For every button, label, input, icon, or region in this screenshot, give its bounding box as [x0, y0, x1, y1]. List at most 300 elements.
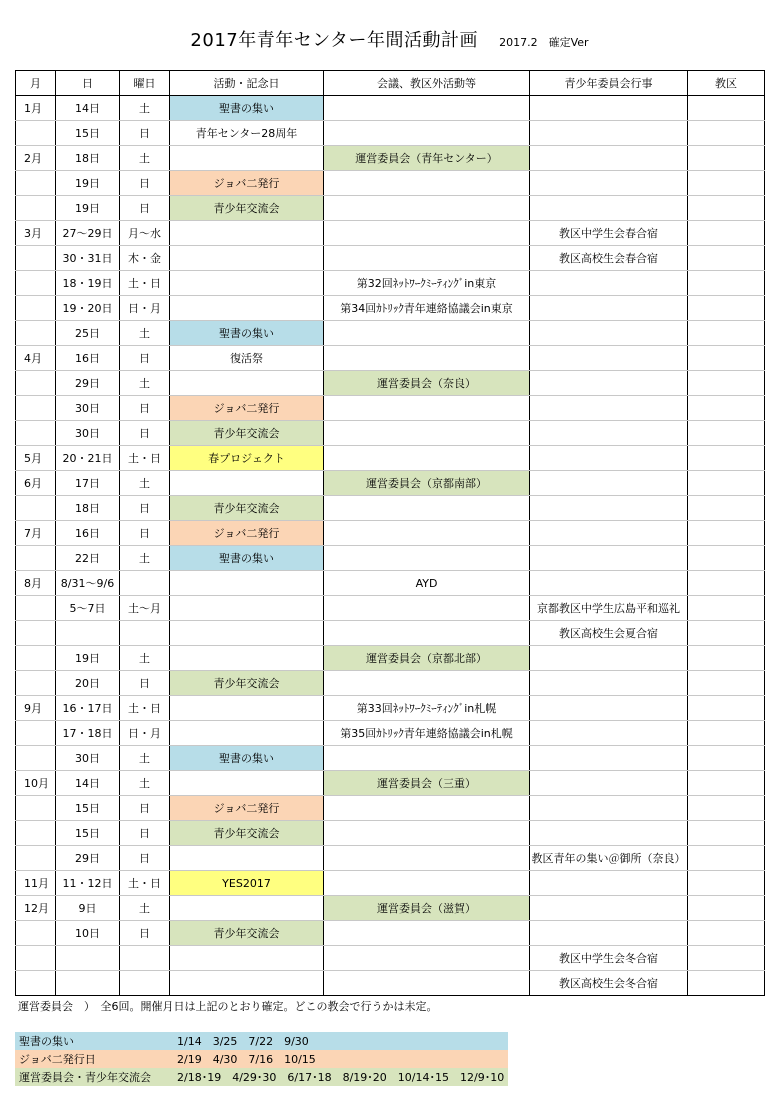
weekday-cell: 日	[120, 171, 170, 196]
activity-cell	[170, 621, 324, 646]
activity-cell	[170, 571, 324, 596]
youth-cell: 教区中学生会春合宿	[530, 221, 688, 246]
meeting-cell	[324, 446, 530, 471]
month-cell	[16, 171, 56, 196]
header-activity: 活動・記念日	[170, 71, 324, 96]
month-cell: 12月	[16, 896, 56, 921]
weekday-cell: 日	[120, 396, 170, 421]
activity-cell	[170, 846, 324, 871]
legend-row-committee	[15, 1068, 508, 1086]
day-cell: 15日	[56, 821, 120, 846]
month-cell: 1月	[16, 96, 56, 121]
meeting-cell: 第35回ｶﾄﾘｯｸ青年連絡協議会in札幌	[324, 721, 530, 746]
table-row	[16, 496, 765, 521]
activity-cell: 聖書の集い	[170, 546, 324, 571]
day-cell	[56, 621, 120, 646]
diocese-cell	[688, 196, 765, 221]
weekday-cell: 土	[120, 646, 170, 671]
diocese-cell	[688, 471, 765, 496]
day-cell: 19・20日	[56, 296, 120, 321]
weekday-cell: 土	[120, 146, 170, 171]
weekday-cell: 日	[120, 421, 170, 446]
table-row	[16, 96, 765, 121]
weekday-cell: 土・日	[120, 271, 170, 296]
activity-cell	[170, 771, 324, 796]
activity-cell: 聖書の集い	[170, 96, 324, 121]
diocese-cell	[688, 521, 765, 546]
day-cell: 14日	[56, 96, 120, 121]
youth-cell: 教区青年の集い＠御所（奈良）	[530, 846, 688, 871]
weekday-cell: 日	[120, 521, 170, 546]
day-cell: 19日	[56, 196, 120, 221]
table-row	[16, 821, 765, 846]
diocese-cell	[688, 271, 765, 296]
meeting-cell	[324, 196, 530, 221]
table-row	[16, 546, 765, 571]
day-cell	[56, 946, 120, 971]
table-row	[16, 471, 765, 496]
meeting-cell	[324, 346, 530, 371]
youth-cell	[530, 171, 688, 196]
activity-cell	[170, 246, 324, 271]
header-diocese: 教区	[688, 71, 765, 96]
weekday-cell: 土	[120, 896, 170, 921]
diocese-cell	[688, 96, 765, 121]
month-cell	[16, 846, 56, 871]
month-cell	[16, 421, 56, 446]
month-cell: 5月	[16, 446, 56, 471]
youth-cell	[530, 121, 688, 146]
weekday-cell: 木・金	[120, 246, 170, 271]
month-cell: 10月	[16, 771, 56, 796]
version-label: 2017.2 確定Ver	[499, 36, 589, 49]
legend-dates: 2/18･19 4/29･30 6/17･18 8/19･20 10/14･15 12/9･10	[173, 1068, 508, 1086]
activity-cell	[170, 971, 324, 996]
table-row	[16, 746, 765, 771]
youth-cell: 教区高校生会夏合宿	[530, 621, 688, 646]
weekday-cell: 土・日	[120, 446, 170, 471]
diocese-cell	[688, 646, 765, 671]
day-cell: 18日	[56, 146, 120, 171]
youth-cell	[530, 796, 688, 821]
diocese-cell	[688, 796, 765, 821]
month-cell	[16, 946, 56, 971]
weekday-cell: 日・月	[120, 721, 170, 746]
activity-cell: ジョバ二発行	[170, 796, 324, 821]
table-row	[16, 846, 765, 871]
weekday-cell	[120, 571, 170, 596]
month-cell	[16, 496, 56, 521]
legend-table	[15, 1032, 508, 1086]
activity-cell: ジョバ二発行	[170, 396, 324, 421]
weekday-cell: 月～水	[120, 221, 170, 246]
diocese-cell	[688, 246, 765, 271]
youth-cell: 京都教区中学生広島平和巡礼	[530, 596, 688, 621]
day-cell: 18日	[56, 496, 120, 521]
diocese-cell	[688, 921, 765, 946]
month-cell	[16, 921, 56, 946]
activity-cell: 青少年交流会	[170, 671, 324, 696]
weekday-cell: 土～月	[120, 596, 170, 621]
day-cell: 16日	[56, 521, 120, 546]
month-cell	[16, 596, 56, 621]
weekday-cell: 日	[120, 821, 170, 846]
legend-dates: 1/14 3/25 7/22 9/30	[173, 1032, 508, 1050]
table-row	[16, 971, 765, 996]
diocese-cell	[688, 696, 765, 721]
activity-cell	[170, 146, 324, 171]
weekday-cell: 日	[120, 496, 170, 521]
meeting-cell: 第33回ﾈｯﾄﾜｰｸﾐｰﾃｨﾝｸﾞin札幌	[324, 696, 530, 721]
diocese-cell	[688, 121, 765, 146]
activity-cell	[170, 221, 324, 246]
activity-cell	[170, 296, 324, 321]
month-cell	[16, 621, 56, 646]
table-row	[16, 346, 765, 371]
legend-row-giovanni	[15, 1050, 508, 1068]
month-cell	[16, 671, 56, 696]
youth-cell	[530, 471, 688, 496]
day-cell: 9日	[56, 896, 120, 921]
diocese-cell	[688, 171, 765, 196]
diocese-cell	[688, 446, 765, 471]
table-row	[16, 646, 765, 671]
youth-cell	[530, 721, 688, 746]
youth-cell	[530, 646, 688, 671]
meeting-cell	[324, 396, 530, 421]
youth-cell: 教区高校生会冬合宿	[530, 971, 688, 996]
diocese-cell	[688, 946, 765, 971]
day-cell: 30・31日	[56, 246, 120, 271]
header-youth: 青少年委員会行事	[530, 71, 688, 96]
day-cell: 5～7日	[56, 596, 120, 621]
meeting-cell	[324, 946, 530, 971]
activity-cell: 聖書の集い	[170, 321, 324, 346]
day-cell: 16日	[56, 346, 120, 371]
youth-cell	[530, 371, 688, 396]
weekday-cell: 日	[120, 846, 170, 871]
meeting-cell: 運営委員会（京都南部）	[324, 471, 530, 496]
legend-row-bible	[15, 1032, 508, 1050]
diocese-cell	[688, 821, 765, 846]
header-meeting: 会議、教区外活動等	[324, 71, 530, 96]
diocese-cell	[688, 396, 765, 421]
month-cell: 4月	[16, 346, 56, 371]
month-cell	[16, 746, 56, 771]
day-cell: 17日	[56, 471, 120, 496]
table-row	[16, 896, 765, 921]
table-row	[16, 396, 765, 421]
table-row	[16, 196, 765, 221]
table-row	[16, 171, 765, 196]
page-title: 2017年青年センター年間活動計画	[190, 30, 479, 51]
meeting-cell	[324, 746, 530, 771]
day-cell: 10日	[56, 921, 120, 946]
table-row	[16, 921, 765, 946]
meeting-cell	[324, 621, 530, 646]
weekday-cell: 日	[120, 121, 170, 146]
diocese-cell	[688, 321, 765, 346]
month-cell	[16, 121, 56, 146]
meeting-cell	[324, 96, 530, 121]
schedule-body	[16, 96, 765, 996]
activity-cell: YES2017	[170, 871, 324, 896]
activity-cell: 青少年交流会	[170, 821, 324, 846]
diocese-cell	[688, 371, 765, 396]
youth-cell	[530, 871, 688, 896]
diocese-cell	[688, 296, 765, 321]
activity-cell: ジョバ二発行	[170, 521, 324, 546]
weekday-cell: 日	[120, 796, 170, 821]
youth-cell	[530, 296, 688, 321]
month-cell	[16, 796, 56, 821]
month-cell	[16, 371, 56, 396]
table-row	[16, 671, 765, 696]
month-cell	[16, 721, 56, 746]
meeting-cell	[324, 521, 530, 546]
weekday-cell: 土・日	[120, 696, 170, 721]
meeting-cell: AYD	[324, 571, 530, 596]
month-cell: 6月	[16, 471, 56, 496]
diocese-cell	[688, 621, 765, 646]
meeting-cell: 運営委員会（奈良）	[324, 371, 530, 396]
table-row	[16, 596, 765, 621]
schedule-table	[15, 70, 765, 996]
table-row	[16, 721, 765, 746]
diocese-cell	[688, 146, 765, 171]
day-cell: 19日	[56, 171, 120, 196]
meeting-cell	[324, 871, 530, 896]
youth-cell	[530, 821, 688, 846]
meeting-cell	[324, 821, 530, 846]
diocese-cell	[688, 846, 765, 871]
month-cell: 2月	[16, 146, 56, 171]
table-row	[16, 621, 765, 646]
month-cell: 9月	[16, 696, 56, 721]
day-cell: 17・18日	[56, 721, 120, 746]
weekday-cell: 土	[120, 746, 170, 771]
meeting-cell	[324, 421, 530, 446]
meeting-cell	[324, 971, 530, 996]
month-cell	[16, 546, 56, 571]
day-cell: 30日	[56, 746, 120, 771]
meeting-cell	[324, 321, 530, 346]
youth-cell	[530, 196, 688, 221]
diocese-cell	[688, 346, 765, 371]
day-cell: 15日	[56, 796, 120, 821]
diocese-cell	[688, 546, 765, 571]
youth-cell: 教区高校生会春合宿	[530, 246, 688, 271]
day-cell: 20・21日	[56, 446, 120, 471]
youth-cell	[530, 746, 688, 771]
activity-cell	[170, 271, 324, 296]
month-cell: 8月	[16, 571, 56, 596]
weekday-cell: 土	[120, 471, 170, 496]
month-cell	[16, 321, 56, 346]
weekday-cell: 日	[120, 346, 170, 371]
youth-cell: 教区中学生会冬合宿	[530, 946, 688, 971]
weekday-cell: 日	[120, 921, 170, 946]
meeting-cell	[324, 671, 530, 696]
activity-cell	[170, 471, 324, 496]
weekday-cell: 土	[120, 321, 170, 346]
diocese-cell	[688, 421, 765, 446]
meeting-cell	[324, 221, 530, 246]
diocese-cell	[688, 496, 765, 521]
day-cell: 29日	[56, 846, 120, 871]
table-row	[16, 796, 765, 821]
table-row	[16, 421, 765, 446]
month-cell	[16, 821, 56, 846]
activity-cell: 聖書の集い	[170, 746, 324, 771]
day-cell: 25日	[56, 321, 120, 346]
page-header	[0, 26, 779, 52]
youth-cell	[530, 546, 688, 571]
table-row	[16, 271, 765, 296]
day-cell: 15日	[56, 121, 120, 146]
legend-name: 運営委員会・青少年交流会	[15, 1068, 173, 1086]
header-row	[16, 71, 765, 96]
meeting-cell: 運営委員会（京都北部）	[324, 646, 530, 671]
meeting-cell	[324, 596, 530, 621]
weekday-cell: 土	[120, 771, 170, 796]
activity-cell: 青少年交流会	[170, 421, 324, 446]
month-cell	[16, 196, 56, 221]
youth-cell	[530, 521, 688, 546]
weekday-cell: 土	[120, 96, 170, 121]
table-row	[16, 321, 765, 346]
day-cell: 30日	[56, 396, 120, 421]
month-cell: 11月	[16, 871, 56, 896]
table-row	[16, 371, 765, 396]
day-cell: 11・12日	[56, 871, 120, 896]
header-day: 日	[56, 71, 120, 96]
activity-cell	[170, 371, 324, 396]
day-cell: 18・19日	[56, 271, 120, 296]
table-row	[16, 246, 765, 271]
day-cell: 20日	[56, 671, 120, 696]
weekday-cell	[120, 621, 170, 646]
legend-name: ジョバ二発行日	[15, 1050, 173, 1068]
day-cell: 19日	[56, 646, 120, 671]
meeting-cell: 運営委員会（青年センター）	[324, 146, 530, 171]
weekday-cell: 土・日	[120, 871, 170, 896]
table-row	[16, 696, 765, 721]
youth-cell	[530, 321, 688, 346]
header-month: 月	[16, 71, 56, 96]
diocese-cell	[688, 871, 765, 896]
weekday-cell	[120, 971, 170, 996]
month-cell	[16, 971, 56, 996]
activity-cell	[170, 646, 324, 671]
weekday-cell: 日	[120, 196, 170, 221]
month-cell	[16, 296, 56, 321]
weekday-cell: 土	[120, 546, 170, 571]
header-weekday: 曜日	[120, 71, 170, 96]
table-row	[16, 521, 765, 546]
meeting-cell	[324, 846, 530, 871]
youth-cell	[530, 771, 688, 796]
activity-cell	[170, 896, 324, 921]
meeting-cell: 第32回ﾈｯﾄﾜｰｸﾐｰﾃｨﾝｸﾞin東京	[324, 271, 530, 296]
diocese-cell	[688, 596, 765, 621]
meeting-cell	[324, 921, 530, 946]
activity-cell: 青少年交流会	[170, 196, 324, 221]
weekday-cell: 日・月	[120, 296, 170, 321]
youth-cell	[530, 446, 688, 471]
youth-cell	[530, 671, 688, 696]
youth-cell	[530, 146, 688, 171]
activity-cell: 春プロジェクト	[170, 446, 324, 471]
youth-cell	[530, 696, 688, 721]
meeting-cell	[324, 546, 530, 571]
day-cell: 16・17日	[56, 696, 120, 721]
table-row	[16, 871, 765, 896]
diocese-cell	[688, 771, 765, 796]
month-cell	[16, 396, 56, 421]
month-cell: 3月	[16, 221, 56, 246]
table-row	[16, 296, 765, 321]
month-cell	[16, 271, 56, 296]
day-cell: 22日	[56, 546, 120, 571]
youth-cell	[530, 271, 688, 296]
meeting-cell: 運営委員会（三重）	[324, 771, 530, 796]
diocese-cell	[688, 571, 765, 596]
youth-cell	[530, 346, 688, 371]
activity-cell: 青少年交流会	[170, 921, 324, 946]
month-cell	[16, 246, 56, 271]
day-cell: 14日	[56, 771, 120, 796]
meeting-cell	[324, 796, 530, 821]
activity-cell	[170, 596, 324, 621]
weekday-cell	[120, 946, 170, 971]
committee-note: 運営委員会 ） 全6回。開催月日は上記のとおり確定。どこの教会で行うかは未定。	[18, 1000, 438, 1013]
diocese-cell	[688, 971, 765, 996]
month-cell: 7月	[16, 521, 56, 546]
table-row	[16, 946, 765, 971]
meeting-cell: 運営委員会（滋賀）	[324, 896, 530, 921]
table-row	[16, 146, 765, 171]
activity-cell	[170, 696, 324, 721]
activity-cell: 青年センター28周年	[170, 121, 324, 146]
diocese-cell	[688, 671, 765, 696]
youth-cell	[530, 496, 688, 521]
diocese-cell	[688, 896, 765, 921]
youth-cell	[530, 896, 688, 921]
day-cell: 29日	[56, 371, 120, 396]
diocese-cell	[688, 721, 765, 746]
youth-cell	[530, 571, 688, 596]
youth-cell	[530, 921, 688, 946]
activity-cell: ジョバ二発行	[170, 171, 324, 196]
weekday-cell: 日	[120, 671, 170, 696]
month-cell	[16, 646, 56, 671]
table-row	[16, 571, 765, 596]
youth-cell	[530, 96, 688, 121]
day-cell: 27～29日	[56, 221, 120, 246]
meeting-cell	[324, 171, 530, 196]
day-cell: 8/31～9/6	[56, 571, 120, 596]
diocese-cell	[688, 221, 765, 246]
activity-cell	[170, 946, 324, 971]
table-row	[16, 121, 765, 146]
weekday-cell: 土	[120, 371, 170, 396]
day-cell	[56, 971, 120, 996]
youth-cell	[530, 421, 688, 446]
meeting-cell	[324, 496, 530, 521]
table-row	[16, 771, 765, 796]
activity-cell	[170, 721, 324, 746]
